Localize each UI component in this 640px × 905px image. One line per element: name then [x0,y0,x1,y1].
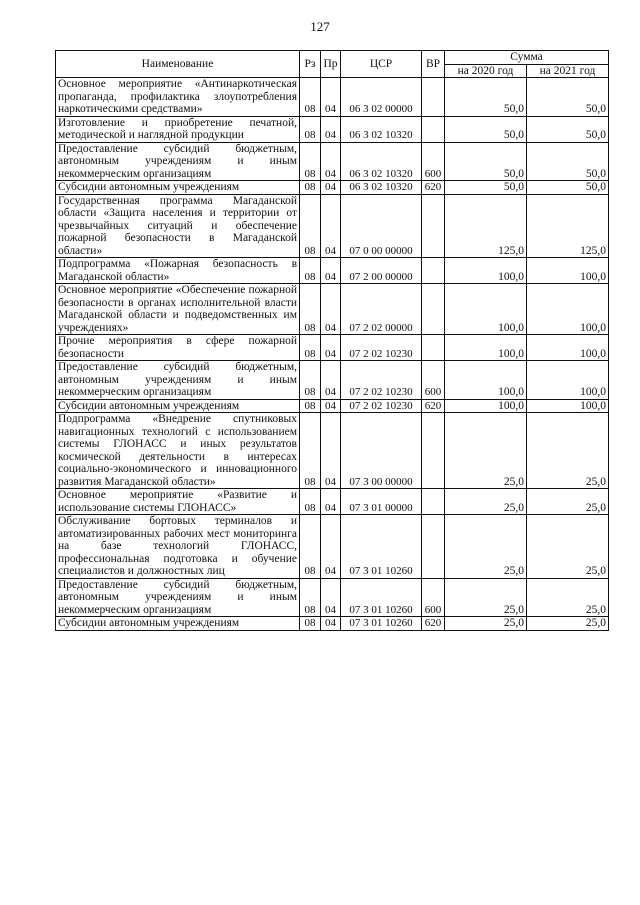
row-csr: 07 2 02 00000 [341,284,422,335]
table-row [56,361,609,400]
row-sum-2021: 50,0 [527,142,609,181]
header-year-2021: на 2021 год [527,64,609,78]
row-sum-2021: 25,0 [527,515,609,579]
row-name: Обслуживание бортовых терминалов и автоматизированных рабочих мест мониторинга на базе технологий ГЛОНАСС, профессиональная подготовка и обучение специалистов и должностных лиц [56,515,300,579]
header-year-2020: на 2020 год [445,64,527,78]
table-row [56,181,609,195]
row-name: Субсидии автономным учреждениям [56,617,300,631]
row-pr: 04 [321,335,341,361]
row-rz: 08 [300,413,321,489]
row-sum-2020: 50,0 [445,181,527,195]
table-row [56,78,609,117]
row-vr [422,194,445,258]
row-name: Субсидии автономным учреждениям [56,399,300,413]
row-pr: 04 [321,413,341,489]
row-csr: 07 3 01 10260 [341,617,422,631]
table-row [56,335,609,361]
row-pr: 04 [321,617,341,631]
row-csr: 07 2 00 00000 [341,258,422,284]
row-sum-2021: 100,0 [527,258,609,284]
row-vr [422,489,445,515]
row-pr: 04 [321,116,341,142]
row-name: Изготовление и приобретение печатной, методической и наглядной продукции [56,116,300,142]
row-sum-2020: 25,0 [445,617,527,631]
row-sum-2020: 100,0 [445,399,527,413]
row-csr: 07 2 02 10230 [341,399,422,413]
table-row [56,142,609,181]
header-name: Наименование [56,51,300,78]
row-vr: 600 [422,142,445,181]
row-sum-2020: 100,0 [445,258,527,284]
row-sum-2021: 50,0 [527,78,609,117]
header-rz: Рз [300,51,321,78]
table-body [56,78,609,631]
row-sum-2020: 100,0 [445,361,527,400]
budget-table [55,50,609,631]
row-name: Основное мероприятие «Развитие и использование системы ГЛОНАСС» [56,489,300,515]
page-number: 127 [310,19,330,34]
header-vr: ВР [422,51,445,78]
row-vr: 620 [422,399,445,413]
table-row [56,489,609,515]
row-pr: 04 [321,258,341,284]
row-name: Основное мероприятие «Антинаркотическая пропаганда, профилактика злоупотребления наркотическими средствами» [56,78,300,117]
table-row [56,578,609,617]
table-row [56,194,609,258]
row-rz: 08 [300,284,321,335]
table-row [56,284,609,335]
row-csr: 06 3 02 00000 [341,78,422,117]
row-vr [422,515,445,579]
row-vr [422,335,445,361]
row-name: Основное мероприятие «Обеспечение пожарной безопасности в органах исполнительной власти Магаданской области и подведомственных им учреждениях» [56,284,300,335]
row-name: Предоставление субсидий бюджетным, автономным учреждениям и иным некоммерческим организациям [56,142,300,181]
row-rz: 08 [300,399,321,413]
row-pr: 04 [321,142,341,181]
row-name: Подпрограмма «Пожарная безопасность в Магаданской области» [56,258,300,284]
row-pr: 04 [321,515,341,579]
row-csr: 06 3 02 10320 [341,142,422,181]
row-pr: 04 [321,578,341,617]
table-row [56,413,609,489]
row-pr: 04 [321,399,341,413]
row-sum-2021: 25,0 [527,413,609,489]
row-sum-2020: 100,0 [445,335,527,361]
row-csr: 07 3 01 00000 [341,489,422,515]
row-sum-2020: 125,0 [445,194,527,258]
row-name: Подпрограмма «Внедрение спутниковых навигационных технологий с использованием системы ГЛОНАСС и иных результатов космической деятельности в интересах социально-экономического и инновационного развития Магаданской области» [56,413,300,489]
row-name: Государственная программа Магаданской области «Защита населения и территории от чрезвычайных ситуаций и обеспечение пожарной безопасности в Магаданской области» [56,194,300,258]
row-rz: 08 [300,116,321,142]
row-csr: 07 0 00 00000 [341,194,422,258]
row-rz: 08 [300,181,321,195]
row-sum-2020: 100,0 [445,284,527,335]
row-rz: 08 [300,578,321,617]
row-pr: 04 [321,181,341,195]
row-csr: 07 3 00 00000 [341,413,422,489]
row-pr: 04 [321,489,341,515]
row-rz: 08 [300,489,321,515]
row-rz: 08 [300,78,321,117]
table-row [56,399,609,413]
row-vr: 600 [422,361,445,400]
row-name: Прочие мероприятия в сфере пожарной безопасности [56,335,300,361]
row-sum-2021: 125,0 [527,194,609,258]
row-rz: 08 [300,515,321,579]
row-name: Предоставление субсидий бюджетным, автономным учреждениям и иным некоммерческим организациям [56,361,300,400]
row-sum-2021: 100,0 [527,361,609,400]
row-rz: 08 [300,142,321,181]
row-pr: 04 [321,361,341,400]
row-sum-2021: 25,0 [527,617,609,631]
row-sum-2021: 100,0 [527,399,609,413]
header-pr: Пр [321,51,341,78]
row-sum-2020: 25,0 [445,413,527,489]
row-sum-2021: 50,0 [527,116,609,142]
row-name: Субсидии автономным учреждениям [56,181,300,195]
row-sum-2020: 25,0 [445,515,527,579]
row-rz: 08 [300,617,321,631]
row-sum-2020: 50,0 [445,142,527,181]
row-sum-2020: 50,0 [445,78,527,117]
row-pr: 04 [321,78,341,117]
row-rz: 08 [300,361,321,400]
row-vr [422,258,445,284]
table-row [56,258,609,284]
row-vr [422,116,445,142]
row-vr [422,413,445,489]
row-sum-2020: 50,0 [445,116,527,142]
row-rz: 08 [300,335,321,361]
row-csr: 07 3 01 10260 [341,515,422,579]
table-row [56,116,609,142]
header-sum: Сумма [445,51,609,65]
row-csr: 06 3 02 10320 [341,116,422,142]
row-sum-2021: 100,0 [527,335,609,361]
row-vr: 620 [422,181,445,195]
table-row [56,617,609,631]
row-rz: 08 [300,194,321,258]
row-name: Предоставление субсидий бюджетным, автономным учреждениям и иным некоммерческим организациям [56,578,300,617]
row-sum-2021: 50,0 [527,181,609,195]
row-csr: 06 3 02 10320 [341,181,422,195]
row-vr [422,284,445,335]
row-pr: 04 [321,194,341,258]
row-sum-2020: 25,0 [445,578,527,617]
row-vr [422,78,445,117]
row-sum-2021: 100,0 [527,284,609,335]
row-sum-2020: 25,0 [445,489,527,515]
row-vr: 620 [422,617,445,631]
row-pr: 04 [321,284,341,335]
row-csr: 07 3 01 10260 [341,578,422,617]
row-csr: 07 2 02 10230 [341,335,422,361]
row-vr: 600 [422,578,445,617]
row-sum-2021: 25,0 [527,578,609,617]
row-sum-2021: 25,0 [527,489,609,515]
table-row [56,515,609,579]
row-rz: 08 [300,258,321,284]
row-csr: 07 2 02 10230 [341,361,422,400]
header-csr: ЦСР [341,51,422,78]
